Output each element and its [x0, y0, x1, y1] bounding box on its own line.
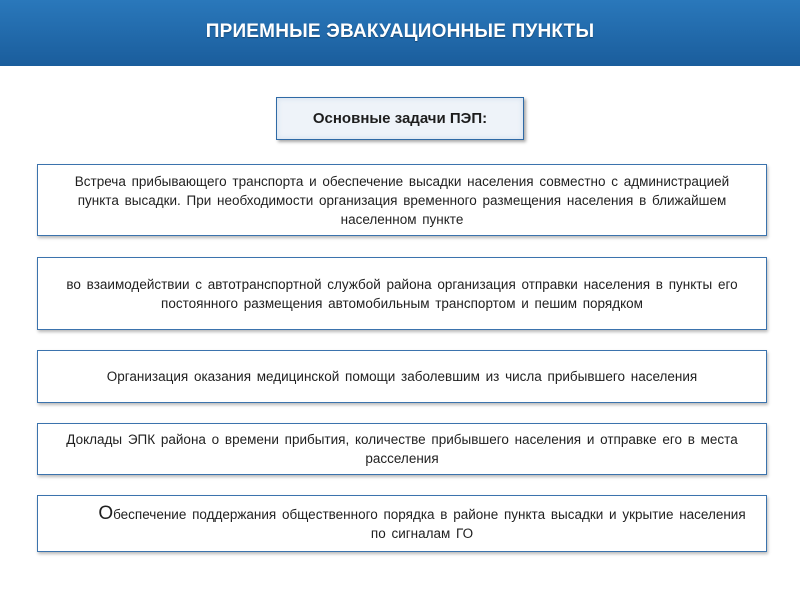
- task-5-first-letter: О: [98, 503, 114, 524]
- task-text-3: Организация оказания медицинской помощи заболевшим из числа прибывшего населения: [106, 369, 698, 384]
- task-box-2: [37, 257, 767, 330]
- task-text-4: Доклады ЭПК района о времени прибытия, количестве прибывшего населения и отправке его в места расселения: [66, 432, 738, 466]
- task-box-4: [37, 423, 767, 475]
- task-text-2: во взаимодействии с автотранспортной службой района организация отправки населения в пункты его постоянного размещения автомобильным транспортом и пешим порядком: [66, 276, 738, 311]
- page-title: ПРИЕМНЫЕ ЭВАКУАЦИОННЫЕ ПУНКТЫ: [205, 21, 595, 42]
- task-5-rest: беспечение поддержания общественного порядка в районе пункта высадки и укрытие населения по сигналам ГО: [113, 507, 746, 541]
- header-banner: [0, 0, 800, 66]
- subtitle-box: [276, 97, 524, 140]
- task-text-5: [94, 504, 750, 543]
- task-text-1: Встреча прибывающего транспорта и обеспечение высадки населения совместно с администрацией пункта высадки. При необходимости организация временного размещения населения в ближайшем населенном пункте: [74, 173, 730, 227]
- task-box-3: [37, 350, 767, 403]
- subtitle-text: Основные задачи ПЭП:: [312, 110, 488, 127]
- task-box-5: [37, 495, 767, 552]
- task-box-1: [37, 164, 767, 236]
